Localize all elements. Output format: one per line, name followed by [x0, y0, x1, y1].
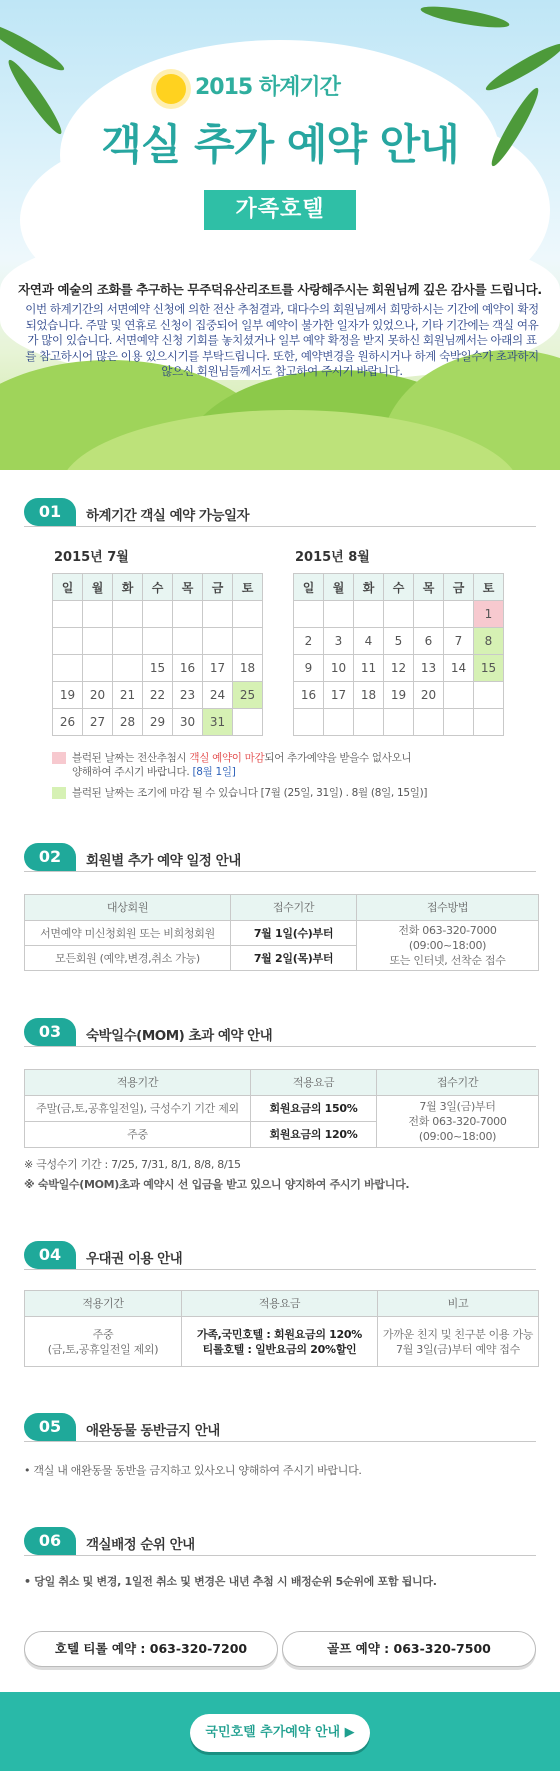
august-calendar-title: 2015년 8월: [295, 550, 370, 565]
table-header: 적용기간: [25, 1291, 182, 1317]
calendar-day: 17: [324, 682, 354, 709]
table-header: 적용요금: [251, 1070, 377, 1096]
weekday-header: 월: [83, 574, 113, 601]
calendar-day: [203, 601, 233, 628]
table-cell: 회원요금의 120%: [251, 1122, 377, 1148]
weekday-header: 목: [173, 574, 203, 601]
method-text: 또는 인터넷, 선착순 접수: [389, 954, 506, 967]
table-header: 접수기간: [377, 1070, 539, 1096]
calendar-day: 6: [414, 628, 444, 655]
calendar-day: 29: [143, 709, 173, 736]
palm-leaf-icon: [419, 2, 510, 31]
method-text: (09:00~18:00): [408, 939, 487, 952]
calendar-day: [414, 601, 444, 628]
calendar-day: [444, 682, 474, 709]
calendar-day: 11: [354, 655, 384, 682]
section-number-badge: 05: [24, 1413, 76, 1441]
divider: [24, 1046, 536, 1047]
calendar-day: [143, 601, 173, 628]
weekday-header: 화: [354, 574, 384, 601]
remark-text: 7월 3일(금)부터 예약 접수: [396, 1342, 520, 1356]
july-calendar-title: 2015년 7월: [54, 550, 129, 565]
weekday-header: 일: [53, 574, 83, 601]
sun-icon: [156, 74, 186, 104]
method-text: 전화 063-320-7000: [398, 924, 497, 937]
legend-text: 블럭된 날짜는 전산추첨시: [72, 752, 190, 764]
calendar-day: 31: [203, 709, 233, 736]
calendar-day: [384, 601, 414, 628]
calendar-day: [294, 709, 324, 736]
calendar-day: 9: [294, 655, 324, 682]
section-title: 숙박일수(MOM) 초과 예약 안내: [86, 1028, 273, 1044]
weekday-header: 일: [294, 574, 324, 601]
calendar-day: [83, 628, 113, 655]
july-calendar: [52, 573, 263, 736]
section-title: 애완동물 동반금지 안내: [86, 1423, 220, 1439]
calendar-day: 14: [444, 655, 474, 682]
calendar-day: [384, 709, 414, 736]
palm-leaf-icon: [483, 38, 560, 95]
calendar-day: [53, 601, 83, 628]
calendar-day: 5: [384, 628, 414, 655]
calendar-day: [354, 709, 384, 736]
legend-text: 양해하여 주시기 바랍니다.: [72, 766, 193, 778]
section-number-badge: 03: [24, 1018, 76, 1046]
page-title: 객실 추가 예약 안내: [101, 120, 459, 169]
calendar-day: 1: [474, 601, 504, 628]
calendar-day: [53, 655, 83, 682]
section-title: 객실배정 순위 안내: [86, 1537, 195, 1553]
prepayment-note: ※ 숙박일수(MOM)초과 예약시 선 입금을 받고 있으니 양지하여 주시기 바랍니다.: [24, 1178, 410, 1191]
calendar-day: [143, 628, 173, 655]
member-schedule-table: [24, 894, 539, 971]
calendar-day: 19: [53, 682, 83, 709]
calendar-day: [414, 709, 444, 736]
table-header: 접수방법: [357, 895, 539, 921]
table-cell: [357, 921, 539, 971]
calendar-day: [474, 682, 504, 709]
calendar-day: 20: [83, 682, 113, 709]
greeting-text: 자연과 예술의 조화를 추구하는 무주덕유산리조트를 사랑해주시는 회원님께 깊은 감사를 드립니다.: [18, 282, 542, 297]
calendar-day: 8: [474, 628, 504, 655]
calendar-day: [83, 601, 113, 628]
table-cell: 7월 1일(수)부터: [231, 921, 357, 946]
table-cell: [25, 1317, 182, 1367]
hotel-ribbon: 가족호텔: [204, 190, 356, 230]
calendar-day: 2: [294, 628, 324, 655]
calendar-day: 18: [233, 655, 263, 682]
calendar-day: 7: [444, 628, 474, 655]
calendar-day: [444, 709, 474, 736]
calendar-day: [233, 601, 263, 628]
calendar-day: 26: [53, 709, 83, 736]
table-header: 적용기간: [25, 1070, 251, 1096]
fee-text: 가족,국민호텔 : 회원요금의 120%: [197, 1327, 362, 1341]
calendar-day: [173, 628, 203, 655]
calendar-day: [354, 601, 384, 628]
legend-text: 블럭된 날짜는 조기에 마감 될 수 있습니다 [7월 (25일, 31일) . 8월 (8일, 15일)]: [72, 787, 428, 799]
fee-text: 티롤호텔 : 일반요금의 20%할인: [202, 1342, 357, 1356]
calendar-day: 20: [414, 682, 444, 709]
table-cell: 서면예약 미신청회원 또는 비희청회원: [25, 921, 231, 946]
august-calendar: [293, 573, 504, 736]
calendar-day: [233, 628, 263, 655]
calendar-day: 22: [143, 682, 173, 709]
table-header: 대상회원: [25, 895, 231, 921]
calendar-day: 27: [83, 709, 113, 736]
divider: [24, 526, 536, 527]
calendar-day: 24: [203, 682, 233, 709]
room-priority-notice: • 당일 취소 및 변경, 1일전 취소 및 변경은 내년 추첨 시 배정순위 5순위에 포함 됩니다.: [24, 1575, 437, 1588]
calendar-day: 21: [113, 682, 143, 709]
mom-exceed-table: [24, 1069, 539, 1148]
calendar-day: [173, 601, 203, 628]
calendar-day: [203, 628, 233, 655]
section-title: 우대권 이용 안내: [86, 1251, 183, 1267]
calendar-day: 18: [354, 682, 384, 709]
table-cell: [377, 1096, 539, 1148]
calendar-day: [83, 655, 113, 682]
tirol-reservation-button[interactable]: 호텔 티롤 예약 : 063-320-7200: [24, 1631, 278, 1667]
period-text: (금,토,공휴일전일 제외): [47, 1342, 159, 1356]
calendar-day: 16: [294, 682, 324, 709]
weekday-header: 수: [384, 574, 414, 601]
receive-text: 전화 063-320-7000: [408, 1115, 507, 1128]
table-cell: 주말(금,토,공휴일전일), 극성수기 기간 제외: [25, 1096, 251, 1122]
table-cell: [182, 1317, 378, 1367]
table-cell: 모든회원 (예약,변경,취소 가능): [25, 946, 231, 971]
calendar-day: [233, 709, 263, 736]
legend-text: 되어 추가예약을 받을수 없사오니: [264, 752, 412, 764]
hero-year-line: 2015 하계기간: [195, 75, 340, 100]
section-title: 하계기간 객실 예약 가능일자: [86, 508, 250, 524]
calendar-day: 15: [474, 655, 504, 682]
calendar-day: 19: [384, 682, 414, 709]
calendar-day: [324, 601, 354, 628]
divider: [24, 1555, 536, 1556]
golf-reservation-button[interactable]: 골프 예약 : 063-320-7500: [282, 1631, 536, 1667]
calendar-day: 4: [354, 628, 384, 655]
legend-highlight: 객실 예약이 마감: [189, 752, 265, 764]
table-cell: 7월 2일(목)부터: [231, 946, 357, 971]
calendar-day: 23: [173, 682, 203, 709]
weekday-header: 월: [324, 574, 354, 601]
calendar-day: 16: [173, 655, 203, 682]
pet-notice: • 객실 내 애완동물 동반을 금지하고 있사오니 양해하여 주시기 바랍니다.: [24, 1464, 362, 1477]
calendar-day: 13: [414, 655, 444, 682]
section-number-badge: 04: [24, 1241, 76, 1269]
legend-blocked: [52, 751, 411, 779]
calendar-day: [444, 601, 474, 628]
weekday-header: 금: [203, 574, 233, 601]
national-hotel-info-button[interactable]: 국민호텔 추가예약 안내 ▶: [190, 1714, 370, 1752]
section-number-badge: 06: [24, 1527, 76, 1555]
section-title: 회원별 추가 예약 일정 안내: [86, 853, 241, 869]
divider: [24, 1269, 536, 1270]
legend-date: [8월 1일]: [192, 766, 236, 778]
section-number-badge: 01: [24, 498, 76, 526]
receive-text: (09:00~18:00): [418, 1130, 497, 1143]
weekday-header: 수: [143, 574, 173, 601]
calendar-day: 17: [203, 655, 233, 682]
divider: [24, 1441, 536, 1442]
peak-season-note: ※ 극성수기 기간 : 7/25, 7/31, 8/1, 8/8, 8/15: [24, 1158, 241, 1171]
calendar-day: [113, 601, 143, 628]
remark-text: 가까운 친지 및 친구분 이용 가능: [382, 1327, 534, 1341]
calendar-day: 10: [324, 655, 354, 682]
calendar-day: [113, 655, 143, 682]
period-text: 주중: [92, 1327, 114, 1341]
section-number-badge: 02: [24, 843, 76, 871]
calendar-day: 12: [384, 655, 414, 682]
table-cell: 회원요금의 150%: [251, 1096, 377, 1122]
weekday-header: 금: [444, 574, 474, 601]
green-swatch: [52, 787, 66, 799]
calendar-day: 28: [113, 709, 143, 736]
calendar-day: 30: [173, 709, 203, 736]
calendar-day: 3: [324, 628, 354, 655]
weekday-header: 목: [414, 574, 444, 601]
voucher-table: [24, 1290, 539, 1367]
calendar-day: [474, 709, 504, 736]
pink-swatch: [52, 752, 66, 764]
calendar-day: [294, 601, 324, 628]
legend-early-close: [52, 786, 427, 800]
table-cell: [378, 1317, 539, 1367]
footer-bar: [0, 1692, 560, 1771]
table-header: 비고: [378, 1291, 539, 1317]
receive-text: 7월 3일(금)부터: [419, 1100, 496, 1113]
weekday-header: 화: [113, 574, 143, 601]
table-cell: 주중: [25, 1122, 251, 1148]
table-header: 접수기간: [231, 895, 357, 921]
weekday-header: 토: [233, 574, 263, 601]
calendar-day: 25: [233, 682, 263, 709]
calendar-day: [53, 628, 83, 655]
weekday-header: 토: [474, 574, 504, 601]
calendar-day: [324, 709, 354, 736]
intro-text: 이번 하계기간의 서면예약 신청에 의한 전산 추첨결과, 대다수의 회원님께서 희망하시는 기간에 예약이 확정되었습니다. 주말 및 연휴로 신청이 집중되어 일부 예약이 불가한 일자가 있었으나, 기타 기간에는 객실 여유가 많이 있습니다. 서면예약 신청 기회를 놓치셨거나 일부 예약 확정을 받지 못하신 회원님께서는 아래의 표를 참고하시어 많은 이용 있으시기를 부탁드립니다. 또한, 예약변경을 원하시거나 하계 숙박일수가 초과하지 않으신 회원님들께서도 참고하여 주시기 바랍니다.: [25, 302, 539, 378]
divider: [24, 871, 536, 872]
table-header: 적용요금: [182, 1291, 378, 1317]
calendar-day: 15: [143, 655, 173, 682]
calendar-day: [113, 628, 143, 655]
